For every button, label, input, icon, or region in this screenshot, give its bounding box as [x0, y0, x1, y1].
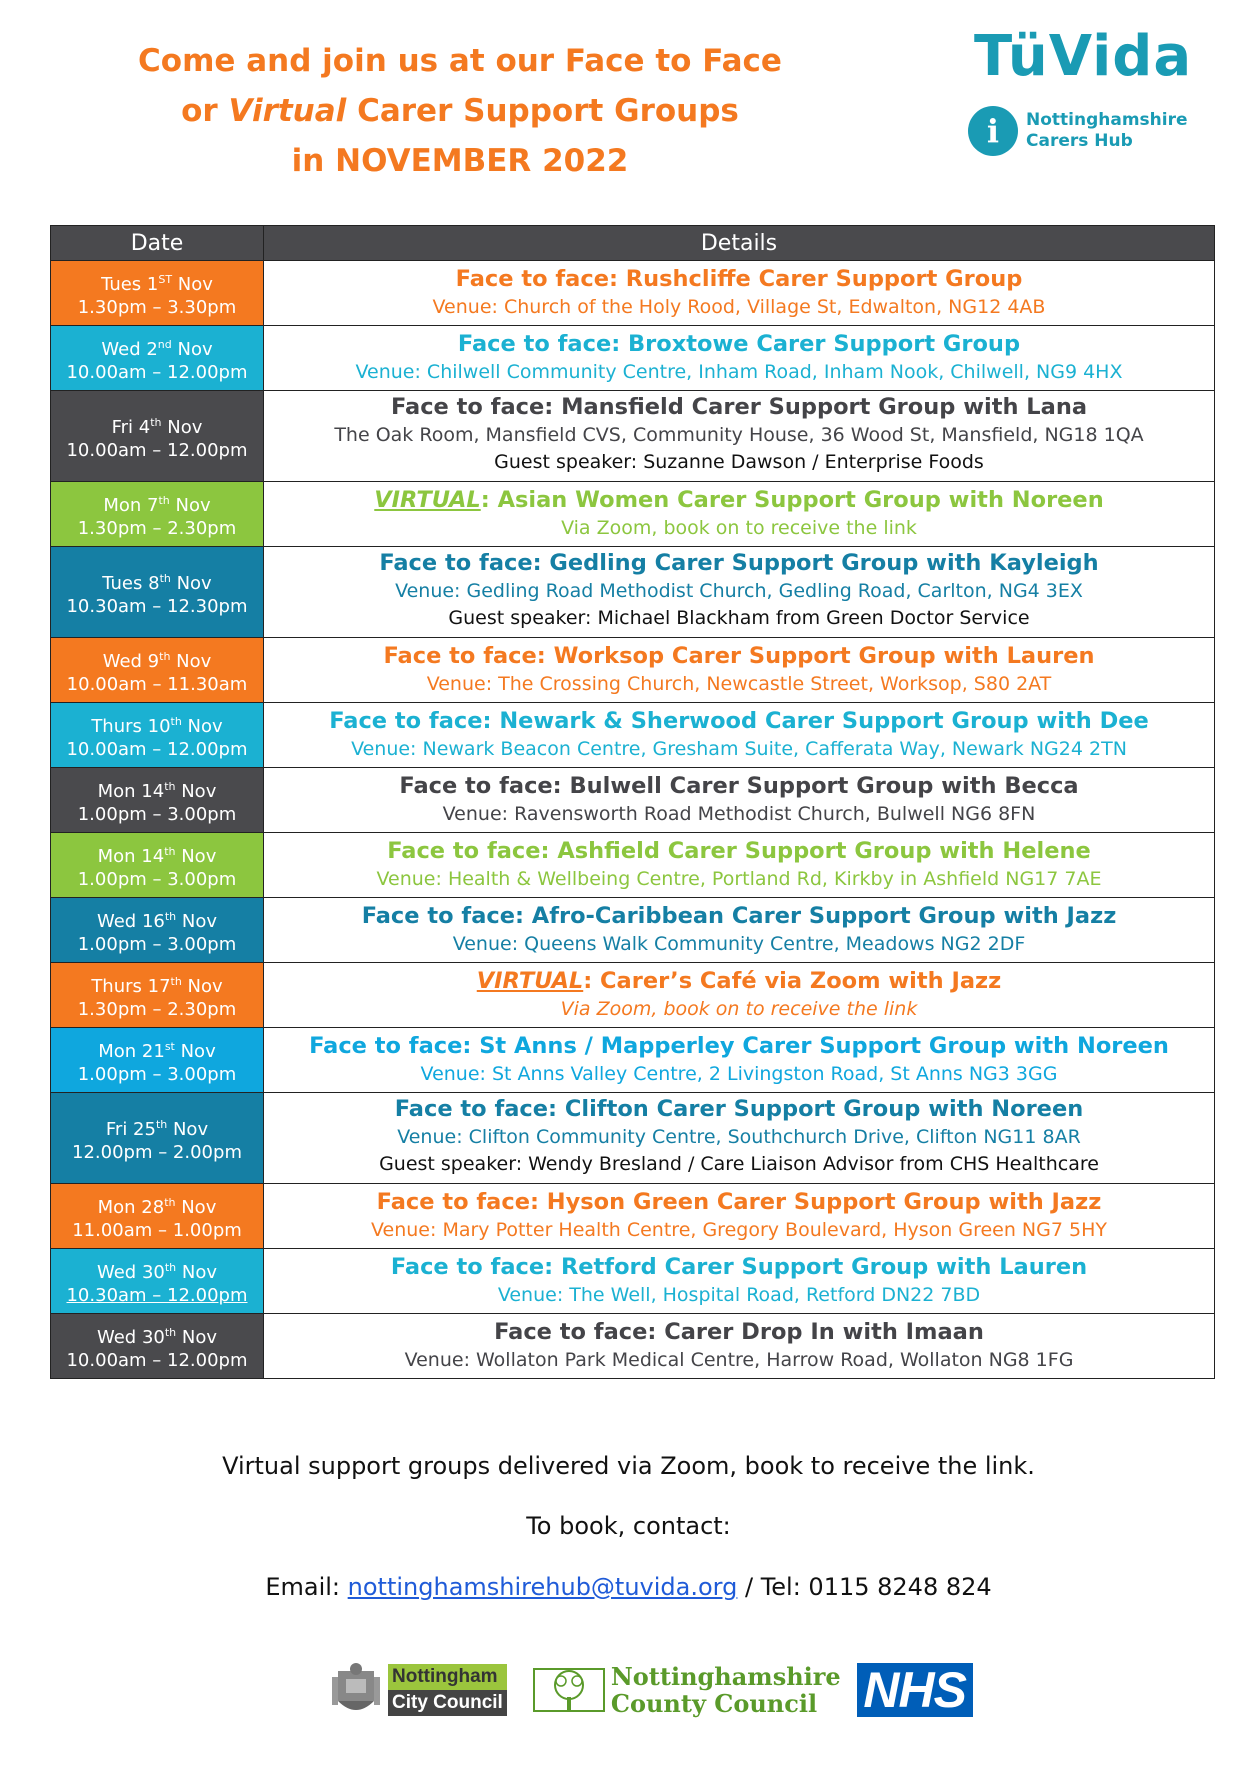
day-suffix: th: [170, 714, 182, 728]
group-title: Face to face: Gedling Carer Support Group with Kayleigh: [379, 550, 1099, 576]
date-day: [51, 489, 263, 517]
day-suffix: th: [164, 1325, 177, 1339]
day-text: Mon 7: [103, 494, 159, 516]
hub-line-2: Carers Hub: [1026, 131, 1133, 151]
day-suffix: nd: [157, 337, 172, 351]
group-title: [264, 967, 1214, 996]
table-row: [51, 1028, 1215, 1093]
table-row: [51, 482, 1215, 547]
month-text: Nov: [175, 845, 217, 867]
county-text: [611, 1663, 841, 1717]
date-time: 1.00pm – 3.00pm: [77, 868, 237, 890]
date-time: 1.30pm – 2.30pm: [77, 517, 237, 539]
venue-text: Venue: Health & Wellbeing Centre, Portland Rd, Kirkby in Ashfield NG17 7AE: [376, 868, 1102, 890]
guest-speaker: Guest speaker: Michael Blackham from Green Doctor Service: [448, 607, 1030, 629]
day-text: Mon 14: [97, 780, 165, 802]
day-suffix: th: [164, 1195, 176, 1209]
date-day: [51, 1035, 263, 1063]
day-text: Tues 1: [101, 273, 159, 295]
month-text: Nov: [176, 1326, 218, 1348]
day-suffix: th: [164, 779, 176, 793]
group-title: Face to face: Broxtowe Carer Support Group: [457, 331, 1021, 357]
day-suffix: th: [150, 415, 162, 429]
email-label: Email:: [265, 1573, 348, 1601]
date-cell: [51, 833, 264, 898]
details-cell: [264, 898, 1215, 963]
date-day: [51, 905, 263, 933]
date-day: [51, 840, 263, 868]
month-text: Nov: [170, 650, 212, 672]
date-cell: [51, 482, 264, 547]
virtual-label: VIRTUAL: [374, 487, 481, 513]
venue-text: Venue: Clifton Community Centre, Southchurch Drive, Clifton NG11 8AR: [397, 1126, 1081, 1148]
day-suffix: th: [158, 493, 170, 507]
day-suffix: st: [164, 1039, 175, 1053]
month-text: Nov: [181, 715, 223, 737]
details-cell: [264, 963, 1215, 1028]
table-row: [51, 547, 1215, 638]
date-cell: [51, 1249, 264, 1314]
venue-text: Venue: Ravensworth Road Methodist Church, Bulwell NG6 8FN: [442, 803, 1036, 825]
day-text: Thurs 17: [91, 975, 171, 997]
venue-text: Venue: Chilwell Community Centre, Inham Road, Inham Nook, Chilwell, NG9 4HX: [355, 361, 1123, 383]
title-virtual: Virtual: [228, 93, 347, 129]
day-text: Thurs 10: [91, 715, 171, 737]
day-text: Fri 25: [105, 1118, 156, 1140]
date-cell: [51, 898, 264, 963]
page-title: [100, 36, 820, 186]
date-day: [51, 567, 263, 595]
details-cell: [264, 768, 1215, 833]
details-cell: [264, 1028, 1215, 1093]
group-title: Face to face: Clifton Carer Support Group with Noreen: [394, 1096, 1084, 1122]
venue-text: Venue: Wollaton Park Medical Centre, Harrow Road, Wollaton NG8 1FG: [404, 1349, 1074, 1371]
virtual-note: Virtual support groups delivered via Zoom, book to receive the link.: [222, 1452, 1035, 1480]
table-row: [51, 898, 1215, 963]
group-title: Face to face: Ashfield Carer Support Group with Helene: [387, 838, 1091, 864]
to-book-text: To book, contact:: [526, 1512, 731, 1540]
venue-text: Venue: The Well, Hospital Road, Retford DN22 7BD: [497, 1284, 981, 1306]
date-day: [51, 970, 263, 998]
venue-text: Via Zoom, book on to receive the link: [561, 517, 917, 539]
date-cell: [51, 326, 264, 391]
table-row: [51, 768, 1215, 833]
day-suffix: th: [159, 571, 171, 585]
date-time: 10.30am – 12.30pm: [66, 595, 248, 617]
date-day: [51, 1191, 263, 1219]
date-cell: [51, 1093, 264, 1184]
group-title: Face to face: Worksop Carer Support Group with Lauren: [383, 643, 1095, 669]
date-time: 1.00pm – 3.00pm: [77, 803, 237, 825]
date-cell: [51, 1184, 264, 1249]
title-line-3: in NOVEMBER 2022: [291, 143, 629, 179]
day-text: Mon 14: [97, 845, 165, 867]
day-suffix: th: [159, 649, 171, 663]
info-icon: i: [968, 106, 1018, 156]
month-text: Nov: [174, 1040, 216, 1062]
month-text: Nov: [161, 416, 203, 438]
month-text: Nov: [167, 1118, 209, 1140]
tuvida-logo: [968, 22, 1208, 156]
county-line-2: County Council: [610, 1689, 818, 1718]
details-cell: [264, 703, 1215, 768]
details-cell: [264, 1314, 1215, 1379]
day-suffix: th: [164, 909, 177, 923]
month-text: Nov: [169, 494, 211, 516]
date-time: 10.30am – 12.00pm: [66, 1284, 248, 1306]
date-day: [51, 333, 263, 361]
date-day: [51, 268, 263, 296]
month-text: Nov: [175, 780, 217, 802]
venue-text: Venue: St Anns Valley Centre, 2 Livingston Road, St Anns NG3 3GG: [420, 1063, 1058, 1085]
contact-line: [0, 1573, 1257, 1601]
virtual-label: VIRTUAL: [476, 968, 584, 994]
schedule-table: [50, 225, 1215, 1379]
column-header-date: Date: [51, 226, 264, 261]
city-line-2: City Council: [388, 1690, 507, 1716]
table-row: [51, 963, 1215, 1028]
date-time: 1.30pm – 2.30pm: [77, 998, 237, 1020]
schedule-rows: [51, 261, 1215, 1379]
date-day: [51, 710, 263, 738]
date-cell: [51, 391, 264, 482]
date-cell: [51, 547, 264, 638]
group-title: Face to face: Newark & Sherwood Carer Support Group with Dee: [329, 708, 1149, 734]
day-suffix: th: [164, 844, 176, 858]
county-line-1: Nottinghamshire: [610, 1662, 841, 1691]
details-cell: [264, 833, 1215, 898]
day-text: Wed 16: [96, 910, 165, 932]
city-line-1: Nottingham: [388, 1664, 507, 1690]
nottinghamshire-county-council-logo: [533, 1661, 841, 1719]
details-cell: [264, 1093, 1215, 1184]
partner-logos: [330, 1658, 973, 1722]
hub-text: [1026, 110, 1188, 152]
date-cell: [51, 963, 264, 1028]
table-row: [51, 1249, 1215, 1314]
date-day: [51, 1113, 263, 1141]
venue-text: Venue: The Crossing Church, Newcastle Street, Worksop, S80 2AT: [426, 673, 1052, 695]
table-row: [51, 1184, 1215, 1249]
table-row: [51, 638, 1215, 703]
guest-speaker: Guest speaker: Suzanne Dawson / Enterprise Foods: [494, 451, 984, 473]
month-text: Nov: [176, 1261, 218, 1283]
details-cell: [264, 1249, 1215, 1314]
day-suffix: th: [155, 1117, 168, 1131]
group-title: Face to face: St Anns / Mapperley Carer Support Group with Noreen: [309, 1033, 1169, 1059]
nottingham-city-council-logo: [388, 1664, 507, 1716]
date-day: [51, 1256, 263, 1284]
date-time: 10.00am – 12.00pm: [66, 361, 248, 383]
month-text: Nov: [175, 1196, 217, 1218]
day-text: Tues 8: [102, 572, 160, 594]
venue-text: Venue: Newark Beacon Centre, Gresham Suite, Cafferata Way, Newark NG24 2TN: [351, 738, 1127, 760]
date-time: 1.30pm – 3.30pm: [77, 296, 237, 318]
day-text: Wed 2: [101, 338, 158, 360]
date-day: [51, 1321, 263, 1349]
date-time: 12.00pm – 2.00pm: [72, 1141, 242, 1163]
group-title: Face to face: Bulwell Carer Support Group with Becca: [399, 773, 1079, 799]
email-link[interactable]: nottinghamshirehub@tuvida.org: [347, 1573, 738, 1601]
details-cell: [264, 1184, 1215, 1249]
day-text: Wed 30: [96, 1326, 165, 1348]
city-crest-icon: [330, 1661, 382, 1719]
group-title: Face to face: Rushcliffe Carer Support Group: [455, 266, 1023, 292]
brand-name: TüVida: [974, 24, 1193, 89]
date-cell: [51, 261, 264, 326]
date-day: [51, 775, 263, 803]
table-row: [51, 703, 1215, 768]
date-cell: [51, 703, 264, 768]
venue-text: Venue: Mary Potter Health Centre, Gregory Boulevard, Hyson Green NG7 5HY: [371, 1219, 1107, 1241]
table-row: [51, 1314, 1215, 1379]
table-row: [51, 833, 1215, 898]
venue-text: Via Zoom, book on to receive the link: [560, 998, 918, 1020]
group-title: Face to face: Mansfield Carer Support Group with Lana: [390, 394, 1088, 420]
group-title-text: : Carer’s Café via Zoom with Jazz: [583, 968, 1002, 994]
details-cell: [264, 391, 1215, 482]
month-text: Nov: [172, 273, 213, 295]
title-rest: Carer Support Groups: [357, 93, 739, 129]
day-suffix: th: [170, 974, 182, 988]
date-cell: [51, 1314, 264, 1379]
title-line-1: Come and join us at our Face to Face: [138, 43, 782, 79]
group-title: Face to face: Carer Drop In with Imaan: [494, 1319, 984, 1345]
venue-text: The Oak Room, Mansfield CVS, Community House, 36 Wood St, Mansfield, NG18 1QA: [334, 424, 1144, 446]
date-cell: [51, 1028, 264, 1093]
venue-text: Venue: Church of the Holy Rood, Village St, Edwalton, NG12 4AB: [432, 296, 1046, 318]
month-text: Nov: [171, 338, 213, 360]
date-cell: [51, 768, 264, 833]
date-time: 10.00am – 12.00pm: [66, 738, 248, 760]
month-text: Nov: [170, 572, 212, 594]
details-cell: [264, 326, 1215, 391]
table-row: [51, 261, 1215, 326]
table-row: [51, 326, 1215, 391]
column-header-details: Details: [264, 226, 1215, 261]
table-row: [51, 1093, 1215, 1184]
group-title: Face to face: Hyson Green Carer Support Group with Jazz: [376, 1189, 1102, 1215]
date-time: 10.00am – 11.30am: [66, 673, 248, 695]
day-suffix: th: [164, 1260, 177, 1274]
date-time: 11.00am – 1.00pm: [72, 1219, 242, 1241]
day-text: Wed 30: [96, 1261, 165, 1283]
day-text: Mon 28: [97, 1196, 165, 1218]
date-time: 1.00pm – 3.00pm: [77, 933, 237, 955]
title-or: or: [181, 93, 218, 129]
venue-text: Venue: Gedling Road Methodist Church, Gedling Road, Carlton, NG4 3EX: [395, 580, 1083, 602]
day-text: Fri 4: [111, 416, 151, 438]
date-time: 10.00am – 12.00pm: [66, 439, 248, 461]
group-title: Face to face: Afro-Caribbean Carer Support Group with Jazz: [361, 903, 1117, 929]
month-text: Nov: [181, 975, 223, 997]
details-cell: [264, 638, 1215, 703]
date-time: 10.00am – 12.00pm: [66, 1349, 248, 1371]
group-title: [264, 486, 1214, 515]
details-cell: [264, 547, 1215, 638]
oak-tree-icon: [533, 1661, 605, 1719]
table-row: [51, 391, 1215, 482]
group-title: Face to face: Retford Carer Support Group with Lauren: [390, 1254, 1088, 1280]
hub-line-1: Nottinghamshire: [1026, 110, 1188, 130]
venue-text: Venue: Queens Walk Community Centre, Meadows NG2 2DF: [452, 933, 1026, 955]
day-text: Wed 9: [102, 650, 160, 672]
day-text: Mon 21: [98, 1040, 165, 1062]
day-suffix: ST: [158, 272, 173, 286]
details-cell: [264, 482, 1215, 547]
date-time: 1.00pm – 3.00pm: [77, 1063, 237, 1085]
table-header-row: [51, 226, 1215, 261]
telephone: / Tel: 0115 8248 824: [737, 1573, 992, 1601]
date-day: [51, 645, 263, 673]
title-line-2: [100, 86, 820, 136]
month-text: Nov: [176, 910, 218, 932]
date-day: [51, 411, 263, 439]
guest-speaker: Guest speaker: Wendy Bresland / Care Liaison Advisor from CHS Healthcare: [379, 1153, 1099, 1175]
group-title-text: : Asian Women Carer Support Group with Noreen: [480, 487, 1104, 513]
carers-hub-logo: [968, 106, 1208, 156]
date-cell: [51, 638, 264, 703]
details-cell: [264, 261, 1215, 326]
nhs-logo: NHS: [857, 1663, 973, 1717]
